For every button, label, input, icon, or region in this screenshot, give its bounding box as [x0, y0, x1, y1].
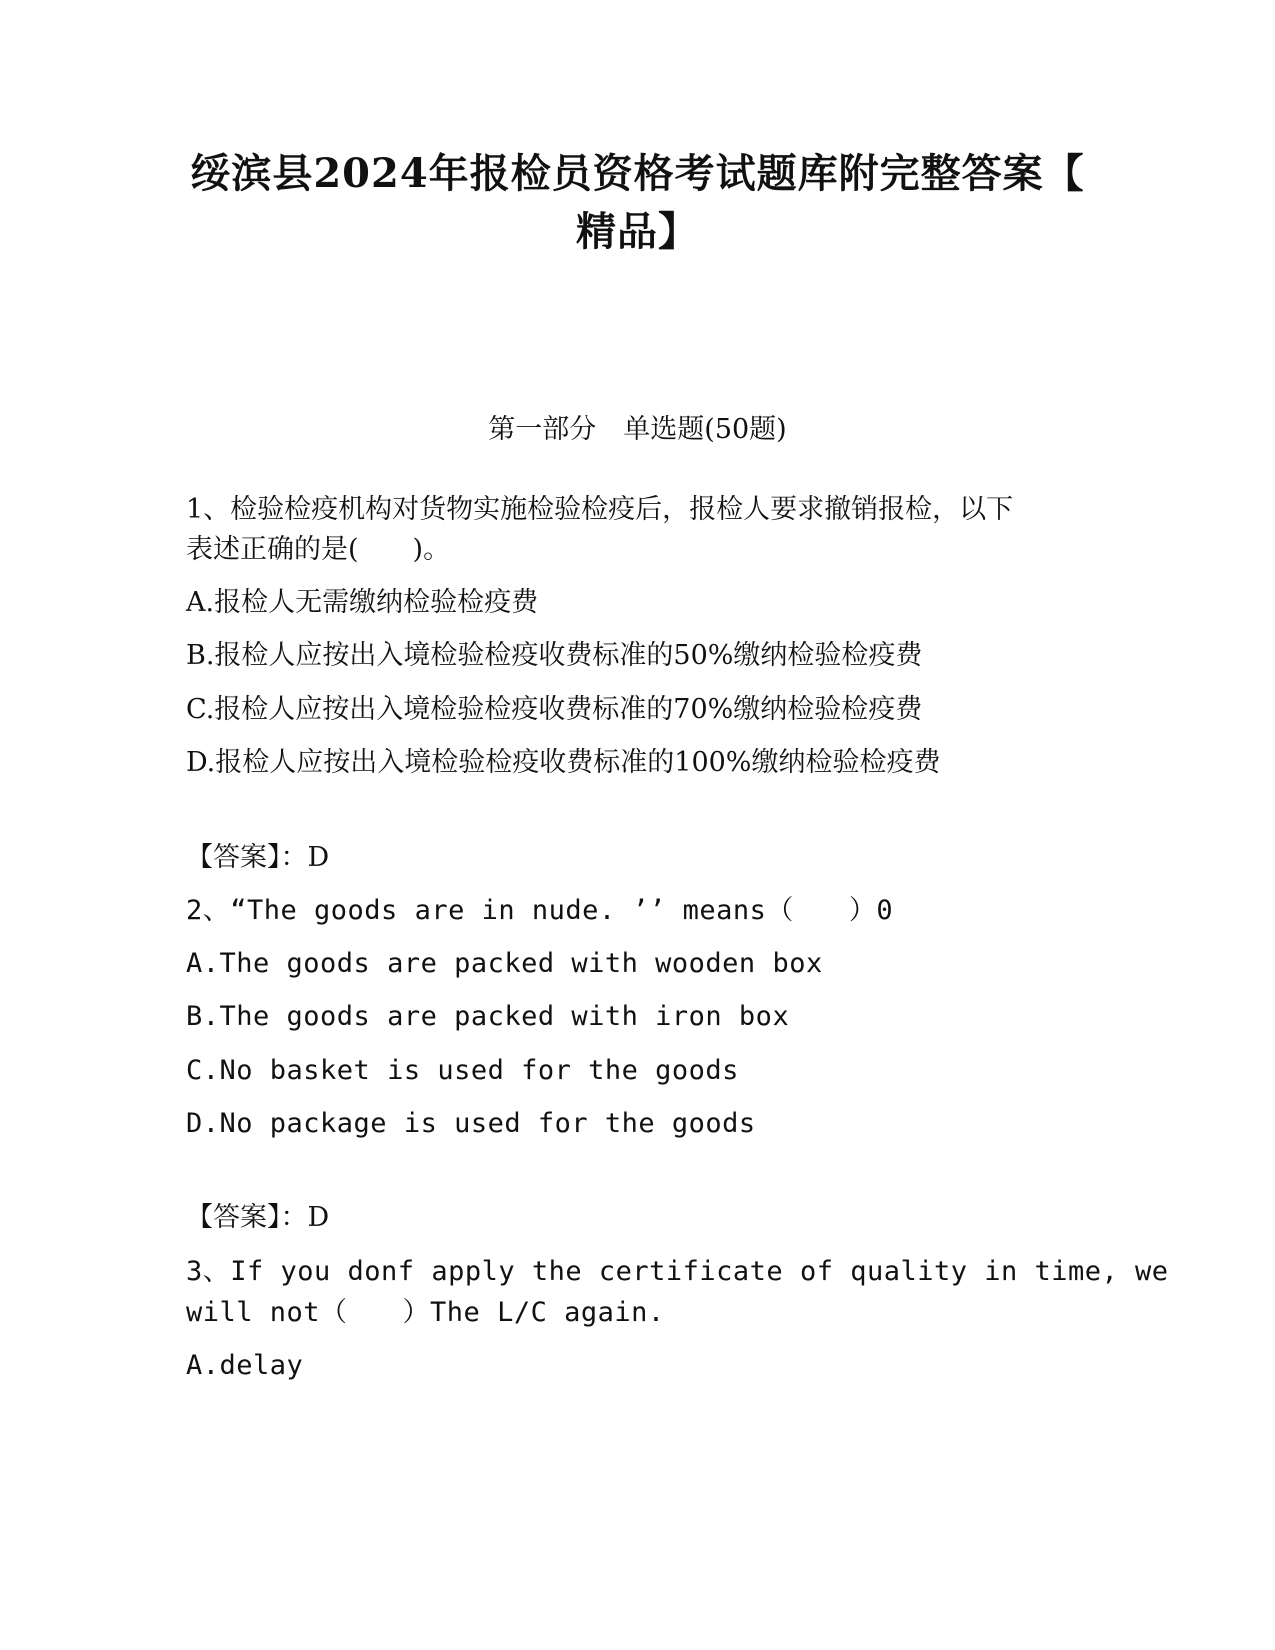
question-2-option-d: D.No package is used for the goods: [186, 1108, 756, 1139]
question-1-stem-line-1: 1、检验检疫机构对货物实施检验检疫后，报检人要求撤销报检，以下: [186, 494, 1014, 525]
question-2-option-c: C.No basket is used for the goods: [186, 1055, 739, 1086]
question-1-stem-line-2: 表述正确的是( )。: [186, 534, 451, 565]
question-3-option-a: A.delay: [186, 1350, 304, 1381]
question-3-stem-line-2: will not（ ）The L/C again.: [186, 1297, 665, 1328]
question-2-stem: 2、“The goods are in nude. ’’ means（ ）0: [186, 895, 894, 926]
question-1-option-a: A.报检人无需缴纳检验检疫费: [186, 587, 539, 618]
title-line-2: 精品】: [576, 208, 699, 255]
question-3-stem-line-1: 3、If you donf apply the certificate of quality in time, we: [186, 1256, 1169, 1287]
question-1-answer: 【答案】：D: [186, 842, 330, 873]
question-1-option-d: D.报检人应按出入境检验检疫收费标准的100%缴纳检验检疫费: [186, 747, 941, 778]
question-2-option-b: B.The goods are packed with iron box: [186, 1001, 790, 1032]
document-title: [170, 145, 1105, 261]
section-heading: 第一部分 单选题(50题): [488, 414, 787, 445]
question-1-option-b: B.报检人应按出入境检验检疫收费标准的50%缴纳检验检疫费: [186, 640, 923, 671]
question-2-option-a: A.The goods are packed with wooden box: [186, 948, 823, 979]
title-line-1: 绥滨县2024年报检员资格考试题库附完整答案【: [190, 150, 1085, 197]
question-2-answer: 【答案】：D: [186, 1202, 330, 1233]
question-1-option-c: C.报检人应按出入境检验检疫收费标准的70%缴纳检验检疫费: [186, 694, 923, 725]
